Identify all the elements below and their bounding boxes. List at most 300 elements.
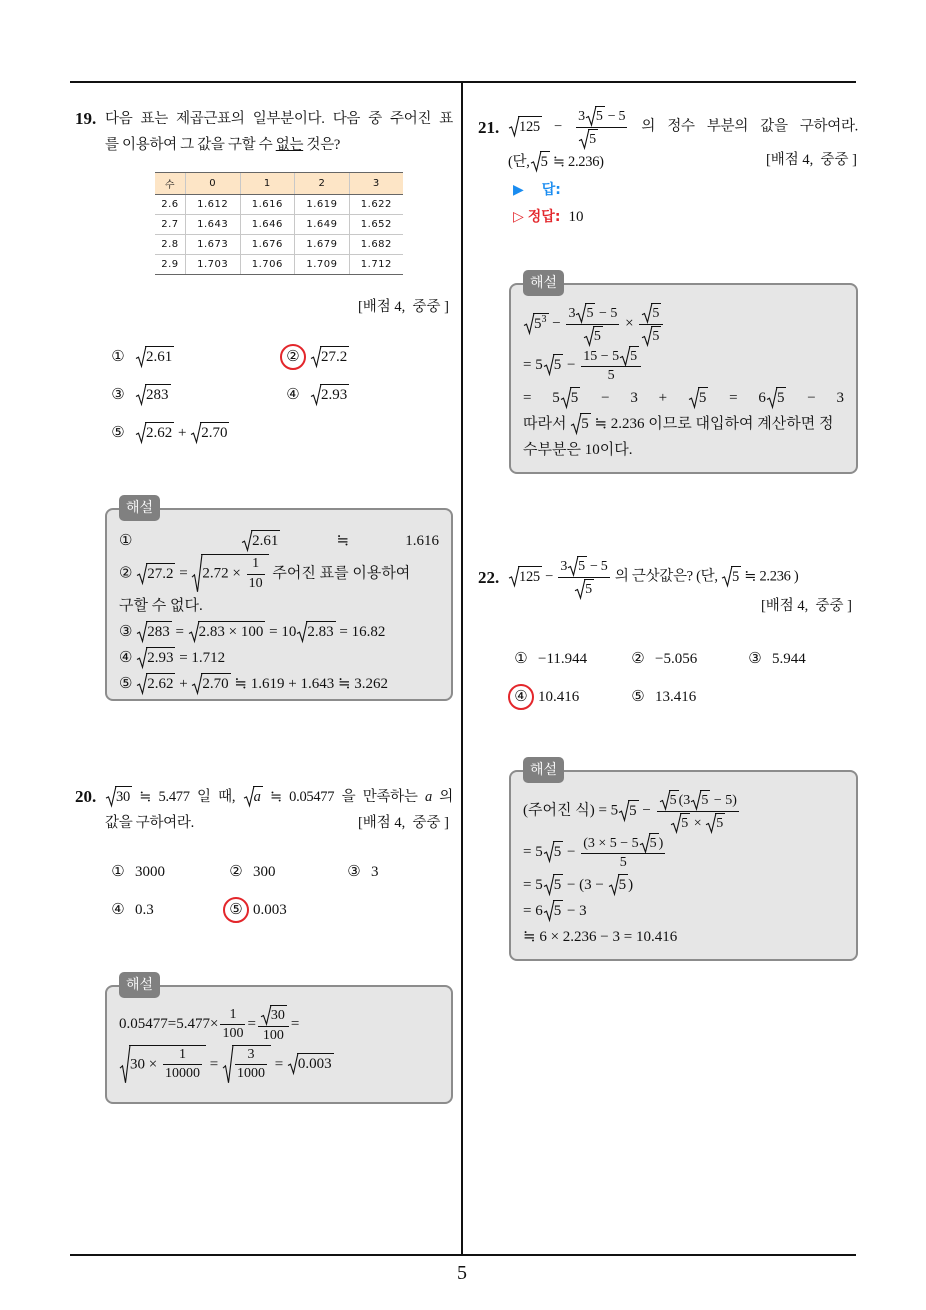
radical-sign bbox=[767, 387, 777, 408]
square-root bbox=[192, 673, 230, 694]
math-text: (3 bbox=[678, 793, 691, 808]
explanation-box bbox=[105, 977, 453, 1104]
text-line bbox=[523, 790, 844, 833]
square-root bbox=[137, 563, 175, 584]
math-text: 2.70 bbox=[201, 425, 228, 441]
fraction bbox=[639, 303, 663, 346]
radical-sign bbox=[584, 326, 594, 346]
answer-choices bbox=[110, 338, 460, 452]
math-text: = 6 bbox=[708, 390, 766, 407]
math-text: 283 bbox=[146, 387, 169, 403]
radicand bbox=[201, 673, 230, 694]
math-text: × bbox=[621, 315, 638, 332]
math-text: 125 bbox=[519, 118, 540, 135]
square-root bbox=[609, 874, 629, 895]
radicand bbox=[232, 1045, 271, 1084]
page-number: 5 bbox=[457, 1262, 467, 1284]
math-text: + bbox=[174, 425, 191, 441]
radical-sign bbox=[571, 413, 581, 434]
denominator bbox=[220, 1025, 245, 1043]
math-text: ≒ 2.236 ) bbox=[740, 568, 799, 585]
math-text: 3000 bbox=[135, 864, 165, 880]
text-line bbox=[119, 645, 439, 671]
radicand bbox=[145, 422, 174, 443]
math-text: 5 bbox=[540, 153, 548, 170]
table-cell: 1.712 bbox=[349, 255, 403, 275]
fraction bbox=[657, 790, 739, 833]
answer-choice bbox=[346, 853, 464, 891]
math-text: 27.2 bbox=[147, 565, 174, 582]
text-line bbox=[523, 437, 844, 463]
math-text: 5 bbox=[534, 315, 542, 332]
choice-expression bbox=[135, 902, 154, 918]
math-text: 0.003 bbox=[253, 902, 287, 918]
math-text: − 5 bbox=[595, 306, 618, 321]
math-text: 의 정수 부분의 값을 구하여라. bbox=[629, 118, 858, 135]
radicand bbox=[629, 346, 639, 366]
radicand bbox=[253, 786, 263, 806]
math-text: ≒ 1.619 + 1.643 ≒ 3.262 bbox=[230, 675, 389, 692]
radical-sign bbox=[586, 106, 596, 126]
bottom-rule bbox=[70, 1254, 856, 1256]
square-root bbox=[137, 673, 175, 694]
answer-choice bbox=[110, 376, 285, 414]
math-text: 5 bbox=[570, 390, 579, 407]
answer-key-value: 10 bbox=[568, 209, 584, 225]
superscript: 3 bbox=[541, 313, 547, 325]
radical-sign bbox=[311, 384, 321, 405]
math-text: 5 bbox=[630, 348, 638, 364]
numerator bbox=[258, 1005, 289, 1027]
radicand bbox=[577, 556, 587, 576]
radicand bbox=[553, 900, 564, 921]
math-text: − bbox=[563, 843, 580, 860]
radicand bbox=[146, 563, 175, 584]
math-text: ≒ 1.616 bbox=[280, 533, 439, 549]
square-root bbox=[288, 1053, 334, 1074]
square-root bbox=[642, 326, 661, 346]
square-root bbox=[544, 900, 564, 921]
denominator bbox=[581, 854, 665, 872]
radical-sign bbox=[106, 786, 116, 806]
math-text: 30 bbox=[116, 789, 130, 805]
square-root bbox=[244, 786, 263, 806]
math-text: − 5) bbox=[710, 793, 737, 808]
math-text: 1000 bbox=[236, 1066, 265, 1082]
math-text: (주어진 식) = 5 bbox=[523, 802, 619, 819]
math-text: 100 bbox=[262, 1027, 284, 1043]
radical-sign bbox=[561, 387, 571, 408]
table-cell: 1.709 bbox=[295, 255, 350, 275]
radical-sign bbox=[575, 579, 585, 599]
choice-expression bbox=[135, 349, 174, 365]
radicand bbox=[320, 384, 349, 405]
problem-number: 22. bbox=[478, 568, 500, 587]
underlined-text: 없는 bbox=[275, 137, 304, 153]
square-root bbox=[576, 303, 595, 323]
math-text: (단, bbox=[508, 153, 530, 170]
math-text: 5 bbox=[578, 559, 585, 574]
question-stem bbox=[508, 556, 858, 599]
denominator bbox=[235, 1065, 267, 1083]
radicand bbox=[518, 116, 542, 136]
square-root bbox=[223, 1045, 271, 1084]
radicand bbox=[533, 313, 549, 334]
math-text: 13.416 bbox=[655, 689, 697, 705]
answer-choice bbox=[110, 414, 285, 452]
table-header-cell: 3 bbox=[349, 173, 403, 195]
square-root-table bbox=[155, 172, 403, 275]
radicand bbox=[320, 346, 349, 367]
denominator bbox=[163, 1065, 202, 1083]
table-row-label: 2.9 bbox=[155, 255, 185, 275]
numerator bbox=[558, 556, 609, 578]
text-line bbox=[119, 619, 439, 645]
math-text: = bbox=[270, 1056, 287, 1073]
square-root bbox=[136, 422, 174, 443]
table-cell: 1.622 bbox=[349, 195, 403, 215]
math-text: 10000 bbox=[164, 1066, 200, 1082]
math-text: 5 bbox=[681, 815, 689, 831]
answer-choice bbox=[630, 640, 747, 678]
square-root bbox=[619, 800, 639, 821]
radicand bbox=[618, 874, 629, 895]
radicand bbox=[146, 621, 172, 642]
math-text: ≒ 2.236) bbox=[549, 153, 604, 170]
choice-number: ⑤ bbox=[631, 689, 645, 705]
math-text: 2.72 × bbox=[202, 565, 245, 582]
text-line bbox=[105, 132, 453, 158]
numerator bbox=[220, 1007, 245, 1026]
radical-sign bbox=[189, 621, 199, 642]
fraction bbox=[581, 346, 641, 386]
math-text: ) bbox=[628, 877, 634, 894]
math-text: 2.62 bbox=[146, 425, 173, 441]
square-root bbox=[706, 813, 725, 833]
radicand bbox=[553, 874, 564, 895]
radical-sign bbox=[311, 346, 321, 367]
radical-sign bbox=[660, 790, 670, 810]
square-root bbox=[642, 303, 661, 323]
text-line bbox=[105, 784, 453, 810]
radicand bbox=[297, 1053, 334, 1074]
numerator bbox=[247, 556, 265, 575]
math-text: 5 bbox=[595, 109, 603, 124]
math-text: 5.944 bbox=[772, 651, 806, 667]
math-text: 2.83 × 100 bbox=[198, 623, 264, 640]
radical-sign bbox=[642, 326, 652, 346]
math-text: 5 bbox=[553, 903, 562, 920]
table-row bbox=[155, 255, 403, 275]
selected-choice-mark: ④ bbox=[514, 689, 528, 705]
radicand bbox=[584, 579, 594, 599]
math-text: = bbox=[290, 1016, 300, 1033]
math-text: 2.83 bbox=[307, 623, 334, 640]
radicand bbox=[700, 790, 710, 810]
fraction bbox=[235, 1047, 267, 1084]
math-text: 5 bbox=[585, 581, 592, 597]
math-text: 0.003 bbox=[297, 1056, 332, 1073]
radicand bbox=[200, 422, 229, 443]
text-line bbox=[523, 303, 844, 346]
table-cell: 1.616 bbox=[240, 195, 295, 215]
radical-sign bbox=[619, 800, 629, 821]
radical-sign bbox=[579, 129, 589, 149]
choice-expression bbox=[253, 902, 287, 918]
radical-sign bbox=[191, 422, 201, 443]
radical-sign bbox=[706, 813, 716, 833]
choice-number: ④ bbox=[286, 387, 300, 403]
radicand bbox=[651, 326, 661, 346]
problem-22 bbox=[478, 556, 858, 599]
math-text: − bbox=[548, 315, 565, 332]
square-root bbox=[120, 1045, 206, 1084]
math-text: 2.61 bbox=[146, 349, 173, 365]
denominator bbox=[581, 367, 641, 385]
math-text: − 3 bbox=[786, 390, 844, 407]
math-text: − 5 bbox=[586, 559, 608, 574]
math-text: 30 bbox=[270, 1008, 285, 1023]
math-text: 2.61 bbox=[252, 533, 279, 549]
text-line bbox=[523, 872, 844, 898]
math-text: 5 bbox=[652, 328, 660, 344]
square-root bbox=[571, 413, 591, 434]
radical-sign bbox=[642, 303, 652, 323]
text-line bbox=[119, 1005, 439, 1045]
math-text: 0.3 bbox=[135, 902, 154, 918]
table-cell: 1.619 bbox=[295, 195, 350, 215]
radicand bbox=[680, 813, 690, 833]
fraction bbox=[163, 1047, 202, 1084]
square-root bbox=[568, 556, 587, 576]
math-text: − 5 bbox=[604, 109, 626, 124]
math-text: = 5 bbox=[523, 877, 543, 894]
denominator bbox=[657, 812, 739, 833]
math-text: 를 이용하여 그 값을 구할 수 bbox=[105, 137, 276, 153]
radicand bbox=[129, 1045, 206, 1084]
radical-sign bbox=[137, 647, 147, 668]
text-line bbox=[523, 411, 844, 437]
problem-number: 19. bbox=[75, 109, 97, 128]
radicand bbox=[628, 800, 639, 821]
math-text: ④ bbox=[119, 649, 137, 666]
radicand bbox=[145, 384, 171, 405]
choice-expression bbox=[310, 387, 349, 403]
radical-sign bbox=[691, 790, 701, 810]
denominator bbox=[576, 128, 627, 149]
radicand bbox=[145, 346, 174, 367]
math-text: 5 bbox=[553, 356, 562, 373]
radicand bbox=[518, 566, 542, 586]
radicand bbox=[651, 303, 661, 323]
table-row-label: 2.7 bbox=[155, 215, 185, 235]
math-text: 10.416 bbox=[538, 689, 580, 705]
math-text: = 5 bbox=[523, 390, 560, 407]
radicand bbox=[553, 354, 564, 375]
math-text: 2.93 bbox=[321, 387, 348, 403]
math-text: 1 bbox=[252, 556, 260, 571]
radical-sign bbox=[242, 530, 252, 551]
fraction bbox=[581, 833, 665, 873]
math-text: −11.944 bbox=[538, 651, 588, 667]
radicand bbox=[595, 106, 605, 126]
math-text: 따라서 bbox=[523, 416, 571, 433]
numerator bbox=[163, 1047, 202, 1066]
radicand bbox=[580, 413, 591, 434]
table-cell: 1.643 bbox=[185, 215, 240, 235]
radicand bbox=[715, 813, 725, 833]
math-text: 283 bbox=[147, 623, 170, 640]
problem-number: 20. bbox=[75, 787, 97, 806]
answer-choice bbox=[228, 853, 346, 891]
square-root bbox=[544, 841, 564, 862]
choice-number: ③ bbox=[347, 864, 361, 880]
radical-sign bbox=[689, 387, 699, 408]
numerator bbox=[581, 346, 641, 368]
radical-sign bbox=[261, 1005, 271, 1025]
math-text: ≒ 2.236 이므로 대입하여 계산하면 정 bbox=[590, 416, 834, 433]
math-text: 5 bbox=[716, 815, 724, 831]
text-line bbox=[523, 898, 844, 924]
radical-sign bbox=[722, 566, 732, 586]
square-root bbox=[509, 116, 542, 136]
math-text: 3 bbox=[568, 306, 576, 321]
column-divider bbox=[461, 81, 463, 1256]
score-label: [배점 4, 중중 ] bbox=[765, 152, 857, 168]
radicand bbox=[306, 621, 335, 642]
play-arrow-icon: ▶ bbox=[513, 182, 524, 198]
radicand bbox=[146, 647, 175, 668]
text-line bbox=[119, 593, 439, 619]
math-text: 5.477 bbox=[176, 1016, 210, 1033]
radicand bbox=[588, 129, 598, 149]
math-text: 2.93 bbox=[147, 649, 174, 666]
answer-choices bbox=[110, 853, 464, 929]
math-text: 값을 구하여라. bbox=[105, 815, 194, 831]
math-text: = bbox=[247, 1016, 256, 1033]
explanation-label: 해설 bbox=[119, 495, 160, 521]
square-root bbox=[137, 621, 172, 642]
square-root bbox=[191, 422, 229, 443]
radicand bbox=[201, 554, 268, 593]
math-text: − bbox=[541, 568, 557, 585]
math-text: = 1.712 bbox=[175, 649, 226, 666]
math-text: ) bbox=[658, 835, 664, 851]
radicand bbox=[540, 151, 550, 171]
math-text: 5 bbox=[776, 390, 785, 407]
radical-sign bbox=[120, 1045, 130, 1084]
math-text: + bbox=[175, 675, 192, 692]
square-root bbox=[136, 384, 171, 405]
fraction bbox=[247, 556, 265, 593]
square-root bbox=[137, 647, 175, 668]
table-row-label: 2.6 bbox=[155, 195, 185, 215]
text-line bbox=[119, 554, 439, 593]
answer-key-line bbox=[513, 204, 583, 231]
choice-expression bbox=[655, 689, 696, 705]
answer-choices bbox=[513, 640, 864, 716]
explanation-label: 해설 bbox=[119, 972, 160, 998]
square-root bbox=[311, 346, 349, 367]
fraction bbox=[576, 106, 627, 149]
radical-sign bbox=[609, 874, 619, 895]
radical-sign bbox=[544, 900, 554, 921]
table-header-cell: 수 bbox=[155, 173, 185, 195]
variable: a bbox=[424, 789, 432, 805]
radicand bbox=[270, 1005, 287, 1025]
answer-choice bbox=[747, 640, 864, 678]
math-text: 2.62 bbox=[147, 675, 174, 692]
radical-sign bbox=[137, 563, 147, 584]
choice-number: ① bbox=[111, 349, 125, 365]
math-text: 1 bbox=[178, 1046, 186, 1062]
math-text: = 10 bbox=[265, 623, 297, 640]
radicand bbox=[198, 621, 266, 642]
answer-choice bbox=[110, 338, 285, 376]
score-label: [배점 4, 중중 ] bbox=[357, 299, 449, 315]
math-text: 5 bbox=[589, 131, 596, 147]
radicand bbox=[649, 833, 659, 853]
text-line bbox=[523, 924, 844, 950]
fraction bbox=[258, 1005, 289, 1045]
math-text: = 5 bbox=[523, 843, 543, 860]
choice-expression bbox=[538, 651, 587, 667]
table-row bbox=[155, 235, 403, 255]
math-text: 3 bbox=[560, 559, 568, 574]
problem-number: 21. bbox=[478, 118, 500, 137]
math-text: −5.056 bbox=[655, 651, 698, 667]
text-line bbox=[119, 528, 439, 554]
table-cell: 1.706 bbox=[240, 255, 295, 275]
math-text: × bbox=[209, 1016, 219, 1033]
table-cell: 1.682 bbox=[349, 235, 403, 255]
radical-sign bbox=[137, 673, 147, 694]
math-text: 3 bbox=[578, 109, 585, 124]
math-text: = 16.82 bbox=[335, 623, 386, 640]
math-text: ≒ 5.477 일 때, bbox=[131, 789, 243, 805]
math-text: 구할 수 없다. bbox=[119, 597, 203, 614]
choice-number: ③ bbox=[111, 387, 125, 403]
math-text: 의 bbox=[431, 789, 453, 805]
answer-key-label: 정답: bbox=[527, 209, 561, 225]
math-text: 5 bbox=[581, 416, 589, 433]
fraction bbox=[220, 1007, 245, 1044]
radicand bbox=[115, 786, 132, 806]
score-label: [배점 4, 중중 ] bbox=[357, 815, 449, 831]
math-text: 100 bbox=[222, 1026, 244, 1042]
math-text: 5 bbox=[607, 368, 615, 384]
math-text: 주어진 표를 이용하여 bbox=[268, 565, 411, 582]
denominator bbox=[566, 325, 619, 346]
math-text: 다음 표는 제곱근표의 일부분이다. 다음 중 주어진 표 bbox=[105, 111, 453, 127]
text-line bbox=[508, 556, 858, 599]
radical-sign bbox=[671, 813, 681, 833]
math-text: 5 bbox=[669, 793, 677, 808]
radical-sign bbox=[192, 554, 202, 593]
math-text: 의 근삿값은? (단, bbox=[611, 568, 722, 585]
square-root bbox=[575, 579, 594, 599]
math-text: 5 bbox=[618, 877, 627, 894]
math-text: 5 bbox=[701, 793, 709, 808]
radical-sign bbox=[223, 1045, 233, 1084]
radical-sign bbox=[192, 673, 202, 694]
denominator bbox=[247, 575, 265, 593]
choice-number: ② bbox=[229, 864, 243, 880]
math-text: = 6 bbox=[523, 903, 543, 920]
square-root bbox=[579, 129, 598, 149]
text-line bbox=[105, 106, 453, 132]
math-text: 5 bbox=[593, 328, 601, 344]
